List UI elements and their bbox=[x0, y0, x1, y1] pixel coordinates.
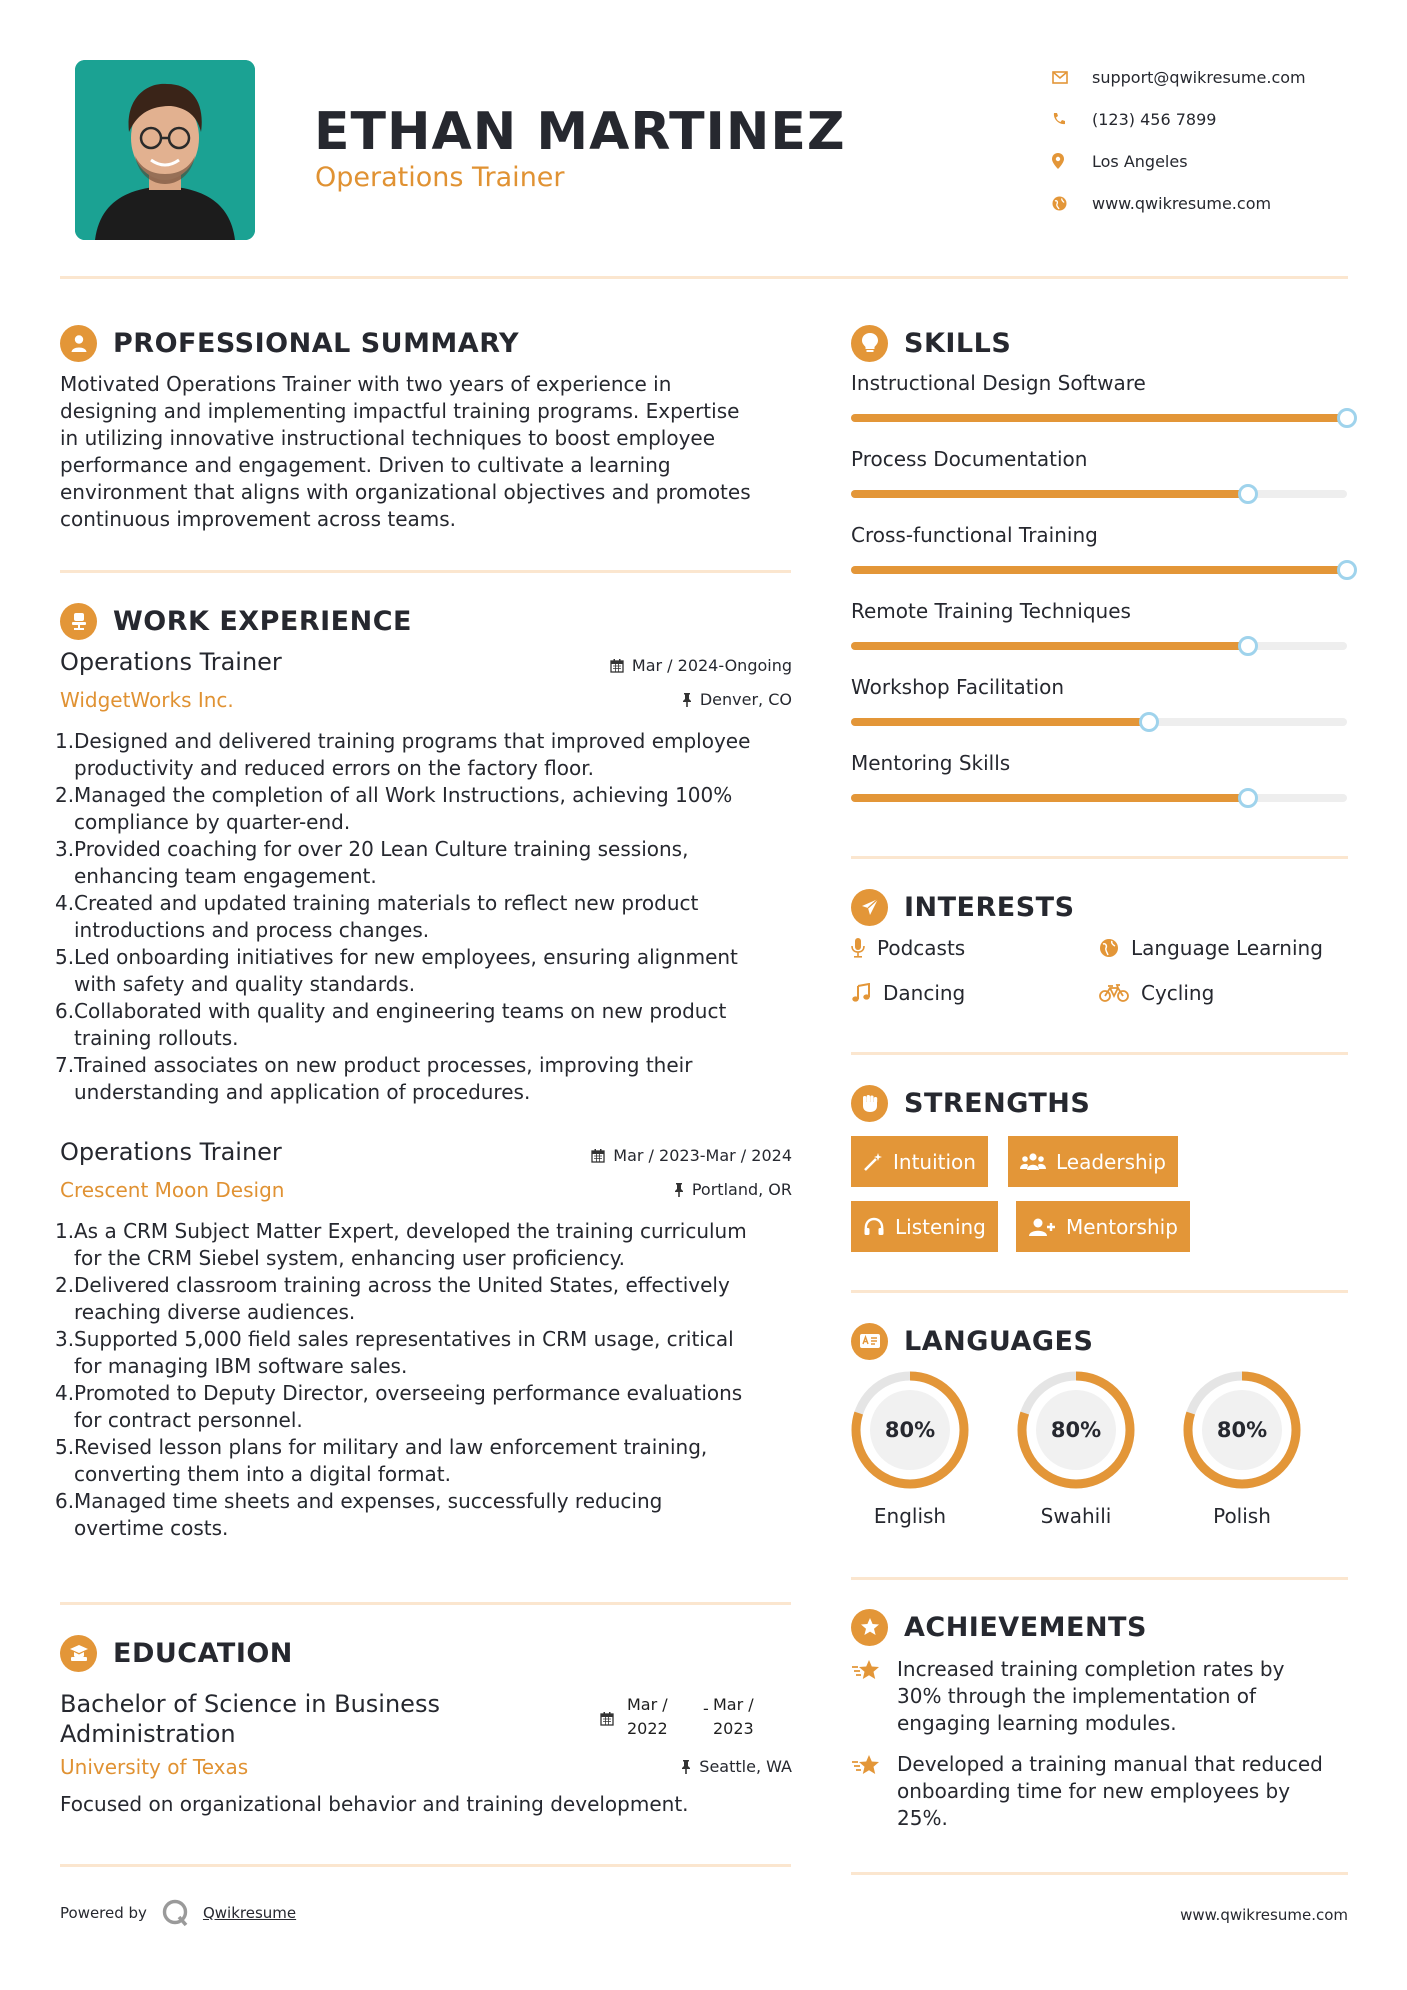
skill-bar-fill bbox=[851, 718, 1149, 726]
job-date bbox=[610, 656, 792, 675]
interest-label: Podcasts bbox=[877, 936, 966, 960]
music-icon bbox=[851, 983, 871, 1003]
strength-tag-listening bbox=[851, 1201, 998, 1252]
language-percent: 80% bbox=[884, 1418, 936, 1442]
job-date-text: Mar / 2023-Mar / 2024 bbox=[613, 1146, 792, 1165]
list-item: 2. Delivered classroom training across the United States, effectively reaching diverse audiences. bbox=[55, 1273, 730, 1324]
contact-phone[interactable] bbox=[1052, 98, 1382, 140]
job-company: Crescent Moon Design bbox=[60, 1178, 285, 1202]
job-location bbox=[682, 690, 792, 709]
skill-name: Mentoring Skills bbox=[851, 751, 1011, 775]
paper-plane-icon bbox=[851, 889, 888, 926]
skill-bar-fill bbox=[851, 414, 1347, 422]
section-divider bbox=[851, 1577, 1348, 1580]
skill-bar-fill bbox=[851, 566, 1347, 574]
skill-item bbox=[851, 751, 1348, 827]
list-item: 3. Supported 5,000 field sales representatives in CRM usage, critical for managing IBM software sales. bbox=[55, 1327, 734, 1378]
date-start-month: Mar / bbox=[627, 1695, 668, 1714]
globe-icon bbox=[1052, 196, 1092, 211]
footer-powered-by bbox=[60, 1898, 296, 1928]
date-separator: - bbox=[703, 1699, 709, 1718]
section-divider bbox=[60, 1602, 791, 1605]
strength-label: Leadership bbox=[1056, 1149, 1166, 1174]
skill-bar-knob bbox=[1238, 484, 1258, 504]
contact-email[interactable] bbox=[1052, 56, 1382, 98]
header-divider bbox=[60, 276, 1348, 279]
language-name: Swahili bbox=[1040, 1504, 1112, 1528]
skill-bar-knob bbox=[1337, 408, 1357, 428]
section-divider bbox=[60, 570, 791, 573]
job-entry bbox=[55, 1138, 792, 1542]
candidate-name: ETHAN MARTINEZ bbox=[314, 102, 846, 162]
job-location-text: Portland, OR bbox=[691, 1180, 792, 1199]
summary-line: continuous improvement across teams. bbox=[60, 507, 457, 531]
contact-location bbox=[1052, 140, 1382, 182]
skill-name: Process Documentation bbox=[851, 447, 1088, 471]
list-item: 4. Promoted to Deputy Director, overseeing performance evaluations for contract personnel. bbox=[55, 1381, 743, 1432]
language-ring bbox=[1016, 1370, 1136, 1490]
skills-section bbox=[851, 323, 1348, 827]
skill-name: Remote Training Techniques bbox=[851, 599, 1131, 623]
graduate-icon bbox=[60, 1635, 97, 1672]
job-location bbox=[674, 1180, 792, 1199]
strength-tag-mentorship bbox=[1016, 1201, 1190, 1252]
calendar-icon bbox=[600, 1712, 614, 1726]
skills-list bbox=[851, 371, 1348, 827]
pin-icon bbox=[682, 693, 692, 707]
strength-tag-intuition bbox=[851, 1136, 988, 1187]
achievement-text: Increased training completion rates by 30% through the implementation of engaging learning modules. bbox=[897, 1657, 1285, 1735]
achievement-item bbox=[851, 1656, 1348, 1737]
powered-by-text: Powered by bbox=[60, 1904, 147, 1922]
headphones-icon bbox=[863, 1217, 885, 1237]
language-percent: 80% bbox=[1050, 1418, 1102, 1442]
interests-heading: INTERESTS bbox=[904, 891, 1075, 923]
interest-cycling bbox=[1099, 981, 1214, 1005]
list-item: 1. As a CRM Subject Matter Expert, developed the training curriculum for the CRM Siebel system, enhancing user proficiency. bbox=[55, 1219, 747, 1270]
user-plus-icon bbox=[1028, 1217, 1056, 1237]
skill-name: Cross-functional Training bbox=[851, 523, 1098, 547]
skill-bar-fill bbox=[851, 490, 1248, 498]
skill-bar-fill bbox=[851, 794, 1248, 802]
skill-name: Workshop Facilitation bbox=[851, 675, 1065, 699]
skill-item bbox=[851, 447, 1348, 523]
job-title: Operations Trainer bbox=[60, 648, 282, 676]
summary-heading: PROFESSIONAL SUMMARY bbox=[113, 327, 520, 359]
skill-bar-knob bbox=[1337, 560, 1357, 580]
summary-section bbox=[60, 323, 790, 533]
section-divider bbox=[60, 1864, 791, 1867]
languages-section bbox=[851, 1321, 1348, 1361]
summary-line: designing and implementing impactful training programs. Expertise bbox=[60, 399, 740, 423]
interest-language-learning bbox=[1099, 936, 1323, 960]
list-item: 5. Led onboarding initiatives for new employees, ensuring alignment with safety and quality standards. bbox=[55, 945, 738, 996]
achievements-heading: ACHIEVEMENTS bbox=[904, 1611, 1147, 1643]
job-company: WidgetWorks Inc. bbox=[60, 688, 234, 712]
degree-line: Administration bbox=[60, 1720, 236, 1748]
section-divider bbox=[851, 1290, 1348, 1293]
list-item: 5. Revised lesson plans for military and law enforcement training, converting them into a digital format. bbox=[55, 1435, 708, 1486]
skill-name: Instructional Design Software bbox=[851, 371, 1146, 395]
section-divider bbox=[851, 856, 1348, 859]
list-item: 2. Managed the completion of all Work Instructions, achieving 100% compliance by quarter-end. bbox=[55, 783, 733, 834]
strength-tag-leadership bbox=[1008, 1136, 1178, 1187]
experience-heading: WORK EXPERIENCE bbox=[113, 605, 412, 637]
interest-label: Cycling bbox=[1141, 981, 1215, 1005]
achievement-item bbox=[851, 1751, 1348, 1832]
skill-bar-knob bbox=[1139, 712, 1159, 732]
strength-label: Intuition bbox=[893, 1149, 976, 1174]
summary-line: in utilizing innovative instructional techniques to boost employee bbox=[60, 426, 716, 450]
contact-phone-text: (123) 456 7899 bbox=[1092, 109, 1217, 129]
skill-item bbox=[851, 371, 1348, 447]
date-end-year: 2023 bbox=[713, 1719, 754, 1738]
language-item bbox=[1016, 1370, 1136, 1528]
school-name: University of Texas bbox=[60, 1755, 249, 1779]
list-item: 3. Provided coaching for over 20 Lean Culture training sessions, enhancing team engagement. bbox=[55, 837, 689, 888]
language-item bbox=[850, 1370, 970, 1528]
summary-text bbox=[60, 371, 790, 533]
achievements-section bbox=[851, 1607, 1348, 1647]
job-entry bbox=[55, 648, 792, 1106]
list-item: 6. Managed time sheets and expenses, successfully reducing overtime costs. bbox=[55, 1489, 663, 1540]
star-icon bbox=[851, 1753, 883, 1779]
map-pin-icon bbox=[1052, 153, 1092, 169]
fist-icon bbox=[851, 1085, 888, 1122]
star-icon bbox=[851, 1658, 883, 1684]
language-card-icon bbox=[851, 1323, 888, 1360]
languages-heading: LANGUAGES bbox=[904, 1325, 1094, 1357]
interest-label: Language Learning bbox=[1131, 936, 1323, 960]
lightbulb-icon bbox=[851, 325, 888, 362]
contact-location-text: Los Angeles bbox=[1092, 151, 1188, 171]
star-badge-icon bbox=[851, 1609, 888, 1646]
list-item: 6. Collaborated with quality and engineering teams on new product training rollouts. bbox=[55, 999, 727, 1050]
job-date bbox=[591, 1146, 792, 1165]
summary-line: performance and engagement. Driven to cultivate a learning bbox=[60, 453, 671, 477]
chair-icon bbox=[60, 603, 97, 640]
skill-item bbox=[851, 675, 1348, 751]
skills-heading: SKILLS bbox=[904, 327, 1012, 359]
job-title: Operations Trainer bbox=[60, 1138, 282, 1166]
skill-bar bbox=[851, 566, 1347, 574]
job-date-text: Mar / 2024-Ongoing bbox=[631, 656, 792, 675]
language-item bbox=[1182, 1370, 1302, 1528]
contact-email-text: support@qwikresume.com bbox=[1092, 67, 1306, 87]
date-start-year: 2022 bbox=[627, 1719, 668, 1738]
list-item: 1. Designed and delivered training programs that improved employee productivity and reduced errors on the factory floor. bbox=[55, 729, 751, 780]
phone-icon bbox=[1052, 112, 1092, 126]
job-location-text: Denver, CO bbox=[699, 690, 792, 709]
interest-podcasts bbox=[851, 936, 965, 960]
contact-list bbox=[1052, 56, 1382, 224]
language-ring bbox=[1182, 1370, 1302, 1490]
skill-bar bbox=[851, 414, 1347, 422]
language-percent: 80% bbox=[1216, 1418, 1268, 1442]
calendar-icon bbox=[591, 1149, 605, 1163]
interest-dancing bbox=[851, 981, 965, 1005]
envelope-icon bbox=[1052, 71, 1092, 84]
date-end-month: Mar / bbox=[713, 1695, 754, 1714]
skill-bar bbox=[851, 718, 1347, 726]
list-item: 7. Trained associates on new product processes, improving their understanding and application of procedures. bbox=[55, 1053, 693, 1104]
globe-icon bbox=[1099, 938, 1119, 958]
duty-list bbox=[55, 1218, 792, 1542]
skill-bar bbox=[851, 490, 1347, 498]
skill-item bbox=[851, 599, 1348, 675]
skill-item bbox=[851, 523, 1348, 599]
contact-website-text: www.qwikresume.com bbox=[1092, 193, 1272, 213]
section-divider bbox=[851, 1872, 1348, 1875]
language-name: English bbox=[873, 1504, 947, 1528]
education-heading: EDUCATION bbox=[113, 1637, 293, 1669]
education-location-text: Seattle, WA bbox=[699, 1757, 792, 1776]
achievement-text: Developed a training manual that reduced onboarding time for new employees by 25%. bbox=[897, 1752, 1323, 1830]
contact-website[interactable] bbox=[1052, 182, 1382, 224]
skill-bar-fill bbox=[851, 642, 1248, 650]
users-icon bbox=[1020, 1152, 1046, 1172]
pin-icon bbox=[674, 1183, 684, 1197]
interest-label: Dancing bbox=[883, 981, 966, 1005]
strengths-section bbox=[851, 1083, 1348, 1123]
education-section bbox=[60, 1633, 792, 1818]
strength-label: Mentorship bbox=[1066, 1214, 1178, 1239]
candidate-title: Operations Trainer bbox=[315, 162, 565, 193]
skill-bar-knob bbox=[1238, 636, 1258, 656]
interests-section bbox=[851, 887, 1348, 927]
skill-bar bbox=[851, 794, 1347, 802]
experience-section bbox=[60, 601, 792, 641]
footer-brand-link[interactable]: Qwikresume bbox=[202, 1904, 297, 1922]
list-item: 4. Created and updated training materials to reflect new product introductions and process changes. bbox=[55, 891, 699, 942]
qwikresume-logo-icon bbox=[161, 1898, 191, 1928]
summary-line: Motivated Operations Trainer with two years of experience in bbox=[60, 372, 672, 396]
degree-line: Bachelor of Science in Business bbox=[60, 1690, 440, 1718]
duty-list bbox=[55, 728, 792, 1106]
strength-label: Listening bbox=[895, 1214, 986, 1239]
education-description: Focused on organizational behavior and training development. bbox=[60, 1792, 689, 1816]
pin-icon bbox=[681, 1760, 691, 1774]
summary-line: environment that aligns with organizational objectives and promotes bbox=[60, 480, 751, 504]
language-name: Polish bbox=[1213, 1504, 1271, 1528]
language-ring bbox=[850, 1370, 970, 1490]
footer-website-link[interactable]: www.qwikresume.com bbox=[1180, 1906, 1348, 1924]
education-date bbox=[600, 1689, 792, 1745]
microphone-icon bbox=[851, 938, 865, 958]
education-location bbox=[681, 1757, 792, 1776]
magic-wand-icon bbox=[863, 1152, 883, 1172]
skill-bar-knob bbox=[1238, 788, 1258, 808]
section-divider bbox=[851, 1052, 1348, 1055]
strengths-heading: STRENGTHS bbox=[904, 1087, 1091, 1119]
profile-photo bbox=[75, 60, 255, 240]
skill-bar bbox=[851, 642, 1347, 650]
calendar-icon bbox=[610, 659, 624, 673]
user-icon bbox=[60, 325, 97, 362]
bicycle-icon bbox=[1099, 983, 1129, 1003]
